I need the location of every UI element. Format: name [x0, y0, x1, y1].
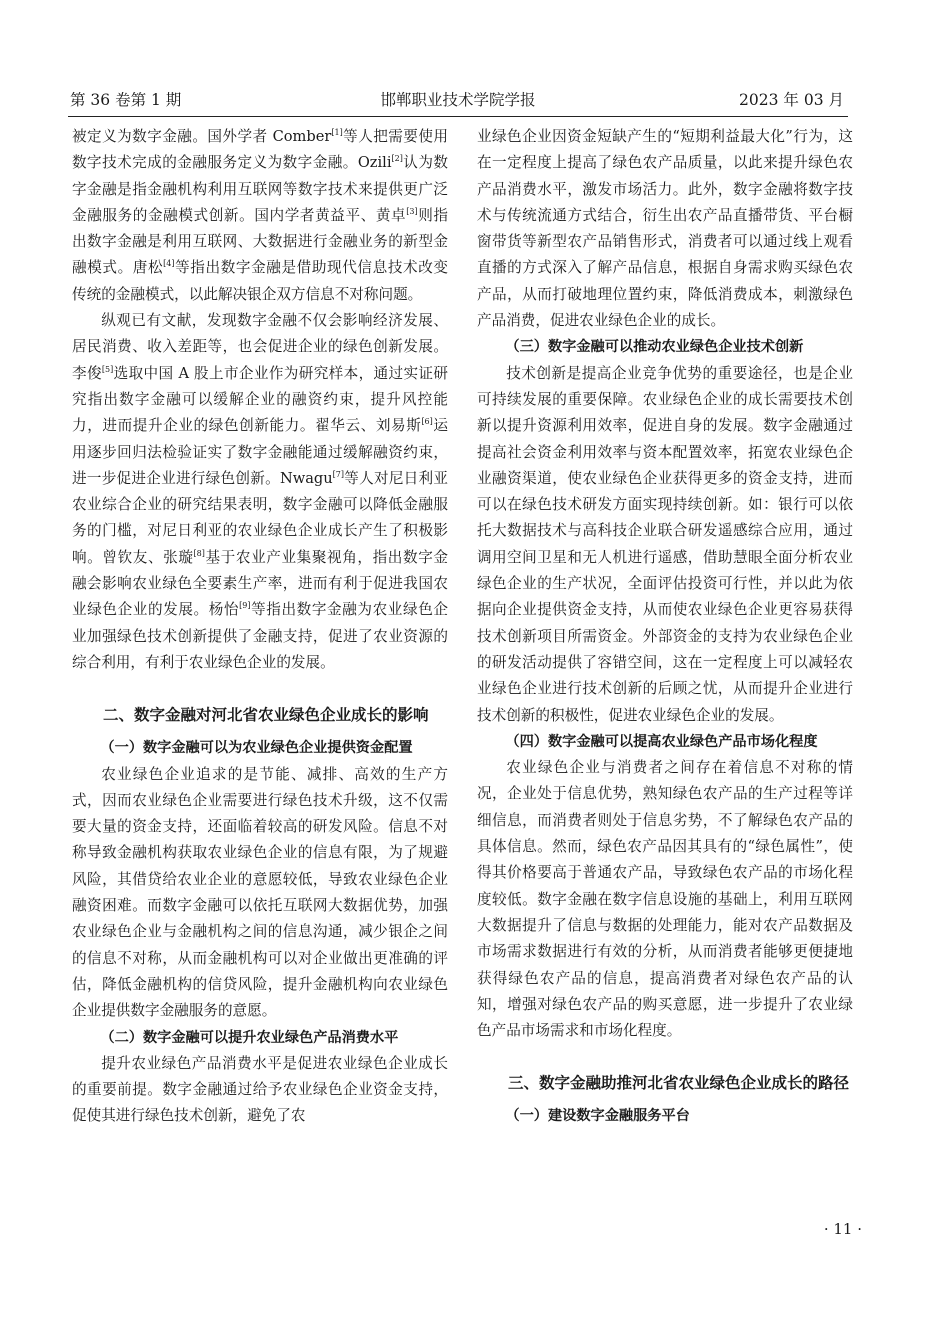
- citation-ref[interactable]: [5]: [101, 364, 114, 374]
- left-column: [72, 124, 448, 1130]
- citation-ref[interactable]: [6]: [421, 417, 433, 427]
- paragraph-consumption-cont: 业绿色企业因资金短缺产生的“短期利益最大化”行为，这在一定程度上提高了绿色农产品质量，以此来提升绿色农产品消费水平，激发市场活力。此外，数字金融将数字技术与传统流通方式结合，衍生出农产品直播带货、平台橱窗带货等新型农产品销售形式，消费者可以通过线上观看直播的方式深入了解产品信息，根据自身需求购买绿色农产品，从而打破地理位置约束，降低消费成本，刺激绿色产品消费，促进农业绿色企业的成长。: [477, 128, 853, 330]
- citation-ref[interactable]: [4]: [163, 259, 175, 269]
- citation-ref[interactable]: [2]: [391, 154, 403, 164]
- paragraph-innovation: 技术创新是提高企业竞争优势的重要途径，也是企业可持续发展的重要保障。农业绿色企业的成长需要技术创新以提升资源利用效率，促进自身的发展。数字金融通过提高社会资金利用效率与资本配置效率，拓宽农业绿色企业融资渠道，使农业绿色企业获得更多的资金支持，进而可以在绿色技术研发方面实现持续创新。如：银行可以依托大数据技术与高科技企业联合研发遥感综合应用，通过调用空间卫星和无人机进行遥感，借助慧眼全面分析农业绿色企业的生产状况，全面评估投资可行性，并以此为依据向企业提供资金支持，从而使农业绿色企业更容易获得技术创新项目所需资金。外部资金的支持为农业绿色企业的研发活动提供了容错空间，这在一定程度上可以减轻农业绿色企业进行技术创新的后顾之忧，从而提升企业进行技术创新的积极性，促进农业绿色企业的发展。: [477, 364, 853, 724]
- subsection-heading-4: （四）数字金融可以提高农业绿色产品市场化程度: [505, 733, 818, 750]
- section-heading-3: 三、数字金融助推河北省农业绿色企业成长的路径: [508, 1074, 850, 1093]
- paragraph-literature-review: 纵观已有文献，发现数字金融不仅会影响经济发展、居民消费、收入差距等，也会促进企业的绿色创新发展。李俊[5]选取中国 A 股上市企业作为研究样本，通过实证研究指出数字金融可以缓解企业的融资约束，提升风控能力，进而提升企业的绿色创新能力。翟华云、刘易斯[6]运用逐步回归法检验证实了数字金融能通过缓解融资约束，进一步促进企业进行绿色创新。Nwagu[7]等人对尼日利亚农业综合企业的研究结果表明，数字金融可以降低金融服务的门槛，对尼日利亚的农业绿色企业成长产生了积极影响。曾钦友、张璇[8]基于农业产业集聚视角，指出数字金融会影响农业绿色全要素生产率，进而有利于促进我国农业绿色企业的发展。杨怡[9]等指出数字金融为农业绿色企业加强绿色技术创新提供了金融支持，促进了农业资源的综合利用，有利于农业绿色企业的发展。: [72, 312, 448, 671]
- subsection-heading-3: （三）数字金融可以推动农业绿色企业技术创新: [505, 339, 804, 356]
- citation-ref[interactable]: [9]: [239, 601, 251, 611]
- citation-ref[interactable]: [3]: [406, 207, 418, 217]
- paragraph-definition: 被定义为数字金融。国外学者 Comber[1]等人把需要使用数字技术完成的金融服务定义为数字金融。Ozili[2]认为数字金融是指金融机构利用互联网等数字技术来提供更广泛金融服务的金融模式创新。国内学者黄益平、黄卓[3]则指出数字金融是利用互联网、大数据进行金融业务的新型金融模式。唐松[4]等指出数字金融是借助现代信息技术改变传统的金融模式，以此解决银企双方信息不对称问题。: [72, 128, 448, 303]
- subsection-heading-1: （一）数字金融可以为农业绿色企业提供资金配置: [100, 740, 413, 757]
- citation-ref[interactable]: [8]: [193, 548, 205, 558]
- running-header: [68, 82, 848, 117]
- citation-ref[interactable]: [1]: [331, 128, 343, 138]
- paragraph-marketization: 农业绿色企业与消费者之间存在着信息不对称的情况，企业处于信息优势，熟知绿色农产品的生产过程等详细信息，而消费者则处于信息劣势，不了解绿色农产品的具体信息。然而，绿色农产品因其具有的“绿色属性”，使得其价格要高于普通农产品，导致绿色农产品的市场化程度较低。数字金融在数字信息设施的基础上，利用互联网大数据提升了信息与数据的处理能力，能对农产品数据及市场需求数据进行有效的分析，从而消费者能够更便捷地获得绿色农产品的信息，提高消费者对绿色农产品的认知，增强对绿色农产品的购买意愿，进一步提升了农业绿色产品市场需求和市场化程度。: [477, 759, 853, 1040]
- section-heading-2: 二、数字金融对河北省农业绿色企业成长的影响: [103, 706, 429, 725]
- right-column: [477, 124, 853, 1130]
- page-number: · 11 ·: [823, 1220, 862, 1238]
- journal-title: 邯郸职业技术学院学报: [380, 91, 536, 109]
- citation-ref[interactable]: [7]: [332, 470, 344, 479]
- paragraph-consumption: 提升农业绿色产品消费水平是促进农业绿色企业成长的重要前提。数字金融通过给予农业绿色企业资金支持，促使其进行绿色技术创新，避免了农: [72, 1054, 448, 1125]
- subsection-heading-5: （一）建设数字金融服务平台: [505, 1108, 690, 1125]
- paragraph-funding: 农业绿色企业追求的是节能、减排、高效的生产方式，因而农业绿色企业需要进行绿色技术升级，这不仅需要大量的资金支持，还面临着较高的研发风险。信息不对称导致金融机构获取农业绿色企业的信息有限，为了规避风险，其借贷给农业企业的意愿较低，导致农业绿色企业融资困难。而数字金融可以依托互联网大数据优势，加强农业绿色企业与金融机构之间的信息沟通，减少银企之间的信息不对称，从而金融机构可以对企业做出更准确的评估，降低金融机构的信贷风险，提升金融机构向农业绿色企业提供数字金融服务的意愿。: [72, 765, 448, 1020]
- publication-date: 2023 年 03 月: [739, 91, 844, 109]
- volume-issue: 第 36 卷第 1 期: [70, 91, 182, 109]
- subsection-heading-2: （二）数字金融可以提升农业绿色产品消费水平: [100, 1029, 399, 1046]
